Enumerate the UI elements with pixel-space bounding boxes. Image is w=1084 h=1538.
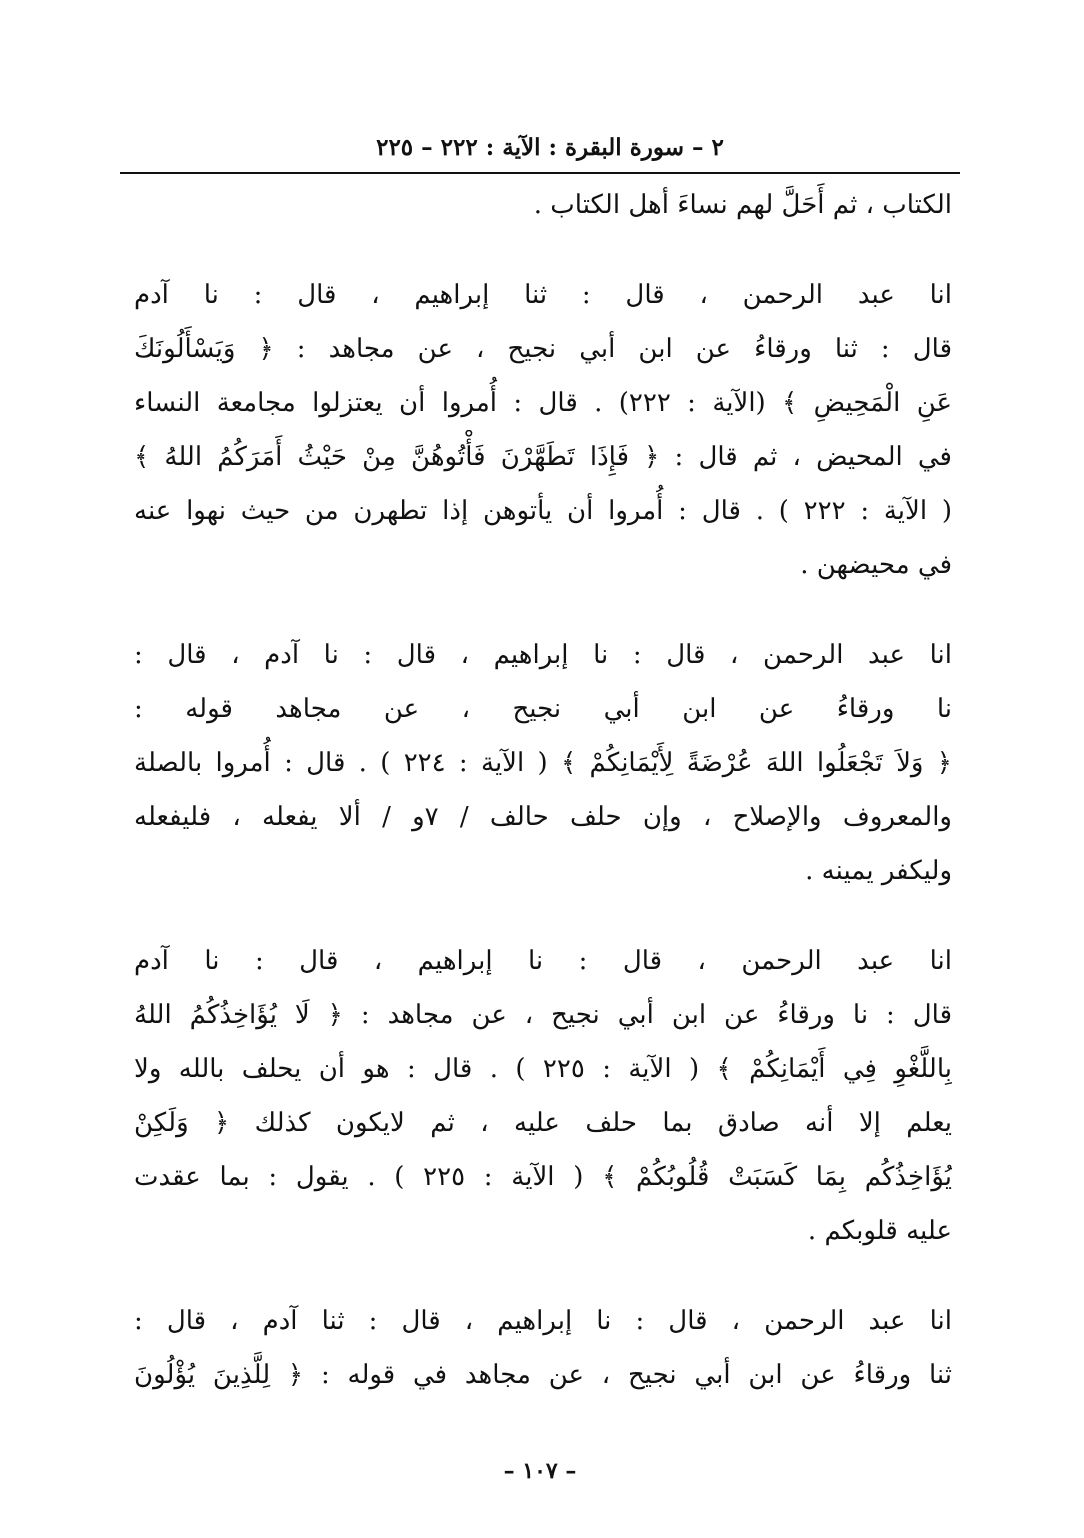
paragraph-gap <box>134 898 952 934</box>
paragraph-gap <box>134 592 952 628</box>
paragraph-3 <box>134 628 952 898</box>
text-line: في المحيض ، ثم قال : ﴿ فَإِذَا تَطَهَّرْنَ فَأْتُوهُنَّ مِنْ حَيْثُ أَمَرَكُمُ اللهُ ﴾ <box>134 442 952 472</box>
paragraph-gap <box>134 232 952 268</box>
text-line: انا عبد الرحمن ، قال : نا إبراهيم ، قال : ثنا آدم ، قال : <box>134 1306 952 1336</box>
running-title: ٢ – سورة البقرة : الآية : ٢٢٢ – ٢٢٥ <box>376 134 724 161</box>
body-text <box>134 178 952 1402</box>
text-line: ﴿ وَلاَ تَجْعَلُوا اللهَ عُرْضَةً لِأَيْمَانِكُمْ ﴾ ( الآية : ٢٢٤ ) . قال : أُمروا بالصلة <box>134 748 952 778</box>
text-line: يعلم إلا أنه صادق بما حلف عليه ، ثم لايكون كذلك ﴿ وَلَكِنْ <box>134 1108 952 1138</box>
text-line: بِاللَّغْوِ فِي أَيْمَانِكُمْ ﴾ ( الآية : ٢٢٥ ) . قال : هو أن يحلف بالله ولا <box>134 1054 952 1084</box>
text-line: قال : نا ورقاءُ عن ابن أبي نجيح ، عن مجاهد : ﴿ لَا يُؤَاخِذُكُمُ اللهُ <box>134 1000 952 1030</box>
paragraph-gap <box>134 1258 952 1294</box>
text-line: نا ورقاءُ عن ابن أبي نجيح ، عن مجاهد قوله : <box>134 694 952 724</box>
paragraph-2 <box>134 268 952 592</box>
text-line: في محيضهن . <box>800 550 952 580</box>
text-line: انا عبد الرحمن ، قال : نا إبراهيم ، قال : نا آدم <box>134 946 952 976</box>
paragraph-5 <box>134 1294 952 1402</box>
text-line: انا عبد الرحمن ، قال : نا إبراهيم ، قال : نا آدم ، قال : <box>134 640 952 670</box>
text-line: عليه قلوبكم . <box>807 1216 952 1246</box>
page-number: – ١٠٧ – <box>503 1458 577 1484</box>
paragraph-4 <box>134 934 952 1258</box>
text-line: الكتاب ، ثم أَحَلَّ لهم نساءَ أهل الكتاب . <box>533 190 952 220</box>
header-rule <box>120 172 960 174</box>
text-line: والمعروف والإصلاح ، وإن حلف حالف / ٧و / ألا يفعله ، فليفعله <box>134 802 952 832</box>
text-line: عَنِ الْمَحِيضِ ﴾ (الآية : ٢٢٢) . قال : أُمروا أن يعتزلوا مجامعة النساء <box>134 388 952 418</box>
text-line: ( الآية : ٢٢٢ ) . قال : أُمروا أن يأتوهن إذا تطهرن من حيث نهوا عنه <box>134 496 952 526</box>
paragraph-1 <box>134 178 952 232</box>
text-line: يُؤَاخِذُكُم بِمَا كَسَبَتْ قُلُوبُكُمْ ﴾ ( الآية : ٢٢٥ ) . يقول : بما عقدت <box>134 1162 952 1192</box>
text-line: قال : ثنا ورقاءُ عن ابن أبي نجيح ، عن مجاهد : ﴿ وَيَسْأَلُونَكَ <box>134 334 952 364</box>
text-line: انا عبد الرحمن ، قال : ثنا إبراهيم ، قال : نا آدم <box>134 280 952 310</box>
text-line: ثنا ورقاءُ عن ابن أبي نجيح ، عن مجاهد في قوله : ﴿ لِلَّذِينَ يُؤْلُونَ <box>134 1360 952 1390</box>
text-line: وليكفر يمينه . <box>805 856 952 886</box>
